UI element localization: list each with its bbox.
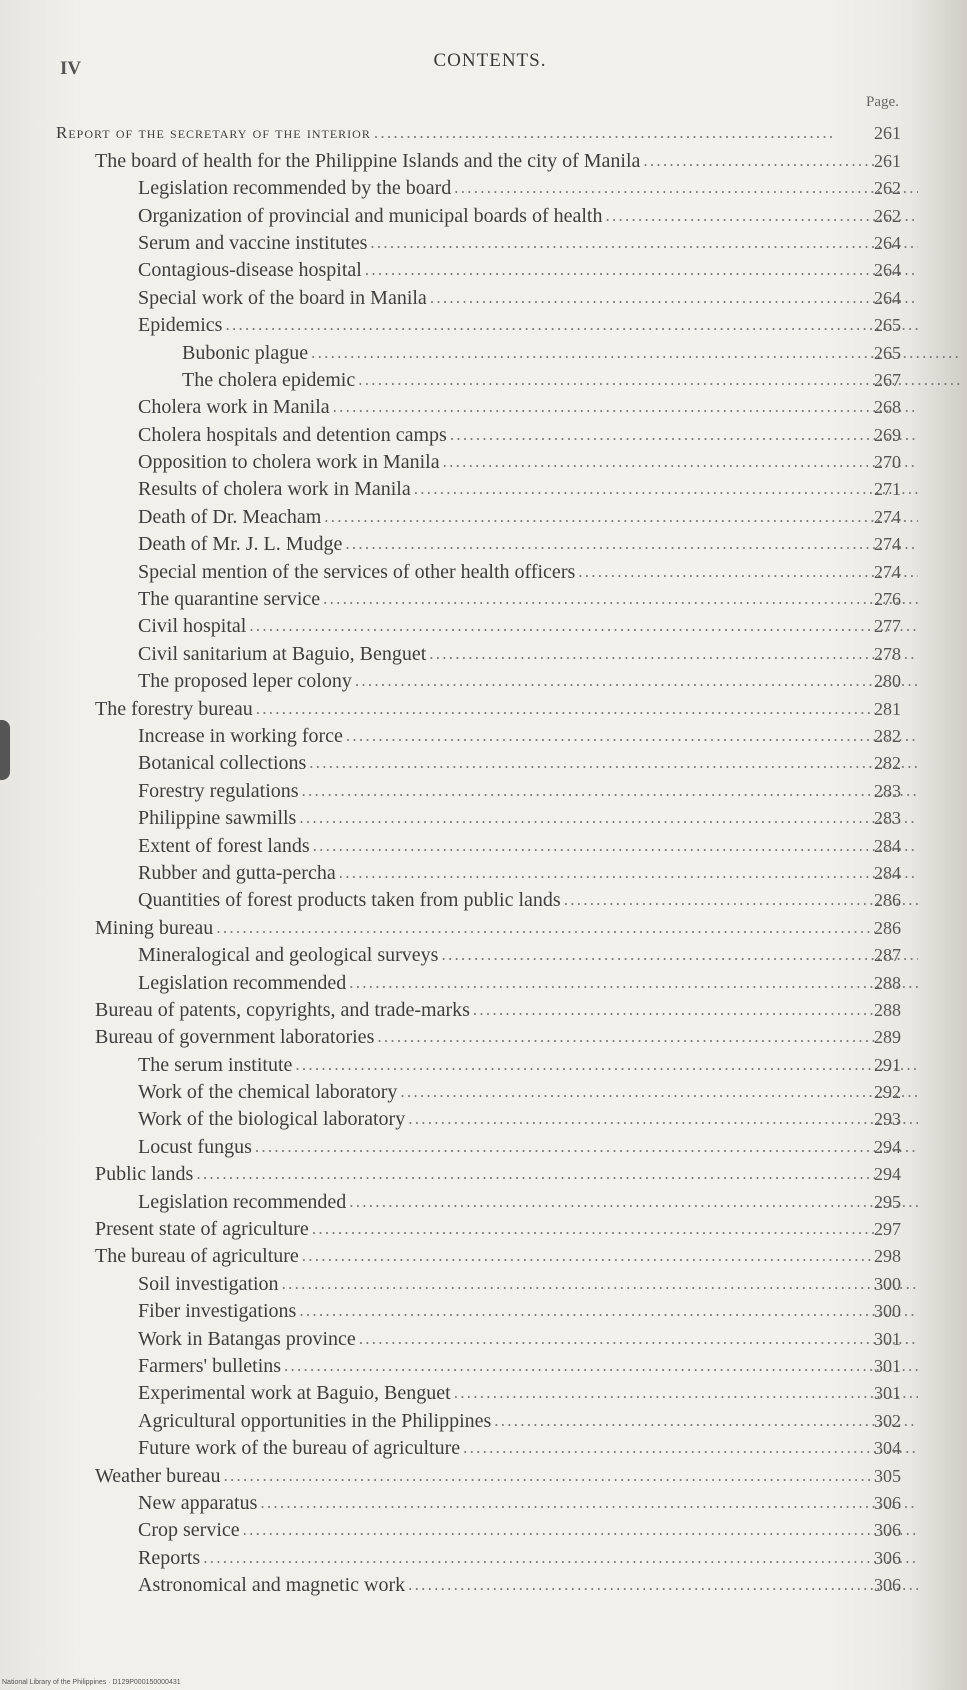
toc-entry	[0, 669, 918, 693]
toc-entry-title: The board of health for the Philippine Islands and the city of Manila	[95, 149, 641, 172]
toc-page-number: 264	[874, 287, 901, 308]
toc-page-number: 278	[874, 643, 901, 664]
toc-page-number: 286	[874, 917, 901, 938]
toc-entry-title: Bureau of patents, copyrights, and trade-marks	[95, 998, 470, 1021]
toc-row	[0, 940, 967, 967]
toc-entry-title: Death of Dr. Meacham	[138, 505, 322, 528]
toc-entry	[0, 751, 918, 775]
toc-entry	[0, 1162, 875, 1186]
toc-entry	[0, 779, 918, 803]
leader-dots	[284, 1354, 918, 1378]
toc-page-number: 295	[874, 1191, 901, 1212]
toc-entry-title: Special mention of the services of other health officers	[138, 560, 576, 583]
toc-row	[0, 228, 967, 255]
leader-dots	[365, 258, 918, 282]
toc-page-number: 267	[874, 369, 901, 390]
toc-row	[0, 1351, 967, 1378]
toc-row	[0, 721, 967, 748]
leader-dots	[494, 1409, 918, 1433]
toc-entry	[0, 916, 875, 940]
toc-entry	[0, 943, 918, 967]
toc-entry-title: Fiber investigations	[138, 1300, 297, 1323]
toc-entry	[0, 1518, 918, 1542]
leader-dots	[408, 1107, 918, 1131]
toc-page-number: 298	[874, 1246, 901, 1267]
leader-dots	[454, 176, 918, 200]
toc-entry	[0, 861, 918, 885]
toc-page-number: 276	[874, 589, 901, 610]
toc-entry	[0, 286, 918, 310]
toc-page-number: 283	[874, 780, 901, 801]
toc-entry	[0, 1409, 918, 1433]
toc-page-number: 268	[874, 397, 901, 418]
toc-entry-title: The forestry bureau	[95, 697, 253, 720]
toc-row	[0, 1488, 967, 1515]
leader-dots	[473, 998, 875, 1022]
table-of-contents	[0, 118, 967, 1597]
toc-entry	[0, 1135, 918, 1159]
toc-page-number: 289	[874, 1027, 901, 1048]
toc-page-number: 294	[874, 1136, 901, 1157]
toc-entry-title: Contagious-disease hospital	[138, 259, 362, 282]
toc-entry	[0, 614, 918, 638]
toc-entry	[0, 477, 918, 501]
toc-entry-title: The quarantine service	[138, 588, 321, 611]
leader-dots	[312, 1217, 875, 1241]
toc-page-number: 305	[874, 1465, 901, 1486]
leader-dots	[302, 779, 918, 803]
scan-footer: National Library of the Philippines · D129P000150000431	[2, 1679, 181, 1686]
leader-dots	[346, 724, 918, 748]
toc-page-number: 300	[874, 1301, 901, 1322]
toc-entry-title: The bureau of agriculture	[95, 1245, 299, 1268]
toc-entry-title: Work of the chemical laboratory	[138, 1081, 398, 1104]
toc-page-number: 301	[874, 1355, 901, 1376]
toc-page-number: 306	[874, 1547, 901, 1568]
toc-entry	[0, 587, 918, 611]
leader-dots	[643, 149, 875, 173]
toc-page-number: 302	[874, 1410, 901, 1431]
toc-page-number: 262	[874, 178, 901, 199]
toc-page-number: 262	[874, 205, 901, 226]
leader-dots	[282, 1272, 918, 1296]
toc-entry	[0, 313, 918, 337]
toc-entry	[0, 1272, 918, 1296]
toc-page-number: 288	[874, 972, 901, 993]
leader-dots	[299, 806, 918, 830]
toc-page-number: 282	[874, 753, 901, 774]
toc-entry	[0, 1546, 918, 1570]
toc-page-number: 306	[874, 1520, 901, 1541]
toc-row	[0, 255, 967, 282]
toc-entry	[0, 1464, 875, 1488]
toc-row	[0, 1296, 967, 1323]
toc-page-number: 283	[874, 808, 901, 829]
toc-page-number: 264	[874, 232, 901, 253]
toc-entry	[0, 121, 836, 145]
binding-mark	[0, 720, 10, 780]
toc-row	[0, 584, 967, 611]
toc-entry	[0, 1299, 918, 1323]
toc-row	[0, 693, 967, 720]
toc-row	[0, 912, 967, 939]
toc-entry-title: Farmers' bulletins	[138, 1354, 282, 1377]
toc-page-number: 282	[874, 725, 901, 746]
toc-row	[0, 1268, 967, 1295]
toc-page-number: 306	[874, 1575, 901, 1596]
leader-dots	[243, 1518, 918, 1542]
leader-dots	[578, 560, 918, 584]
leader-dots	[358, 368, 962, 392]
toc-page-number: 265	[874, 342, 901, 363]
leader-dots	[309, 751, 918, 775]
toc-entry-title: The cholera epidemic	[182, 368, 356, 391]
toc-entry	[0, 1491, 918, 1515]
toc-entry	[0, 1381, 918, 1405]
toc-page-number: 301	[874, 1383, 901, 1404]
leader-dots	[349, 1190, 918, 1214]
toc-entry	[0, 1436, 918, 1460]
leader-dots	[313, 834, 918, 858]
toc-row	[0, 365, 967, 392]
toc-entry	[0, 888, 918, 912]
toc-entry-title: Crop service	[138, 1519, 240, 1542]
toc-page-number: 284	[874, 835, 901, 856]
toc-page-number: 287	[874, 945, 901, 966]
toc-entry-title: Present state of agriculture	[95, 1218, 309, 1241]
toc-entry-title: Forestry regulations	[138, 779, 299, 802]
toc-page-number: 293	[874, 1109, 901, 1130]
leader-dots	[224, 1464, 875, 1488]
leader-dots	[355, 669, 918, 693]
toc-entry	[0, 341, 962, 365]
leader-dots	[606, 204, 919, 228]
toc-entry-title: The serum institute	[138, 1053, 293, 1076]
toc-row	[0, 1405, 967, 1432]
toc-entry	[0, 1053, 918, 1077]
leader-dots	[339, 861, 918, 885]
toc-entry-title: Increase in working force	[138, 724, 343, 747]
leader-dots	[333, 395, 918, 419]
toc-row	[0, 447, 967, 474]
leader-dots	[324, 505, 918, 529]
toc-row	[0, 1131, 967, 1158]
page-title: CONTENTS.	[433, 50, 547, 71]
toc-entry-title: Weather bureau	[95, 1464, 221, 1487]
toc-entry	[0, 998, 875, 1022]
toc-page-number: 301	[874, 1328, 901, 1349]
toc-row	[0, 666, 967, 693]
leader-dots	[408, 1573, 918, 1597]
toc-row	[0, 803, 967, 830]
toc-page-number: 271	[874, 479, 901, 500]
toc-row	[0, 1378, 967, 1405]
toc-row	[0, 1214, 967, 1241]
leader-dots	[349, 971, 918, 995]
toc-entry	[0, 1107, 918, 1131]
toc-page-number: 265	[874, 315, 901, 336]
toc-entry-title: Epidemics	[138, 314, 223, 337]
toc-page-number: 274	[874, 534, 901, 555]
toc-entry	[0, 1025, 875, 1049]
toc-entry	[0, 258, 918, 282]
toc-row	[0, 501, 967, 528]
toc-entry	[0, 368, 962, 392]
toc-entry-title: Future work of the bureau of agriculture	[138, 1437, 461, 1460]
toc-entry	[0, 231, 918, 255]
leader-dots	[400, 1080, 918, 1104]
toc-entry-title: Cholera work in Manila	[138, 396, 330, 419]
toc-page-number: 304	[874, 1438, 901, 1459]
toc-entry-title: Botanical collections	[138, 752, 307, 775]
toc-entry-title: Soil investigation	[138, 1272, 279, 1295]
toc-entry-title: Civil hospital	[138, 615, 247, 638]
toc-entry	[0, 724, 918, 748]
toc-entry-title: Locust fungus	[138, 1135, 252, 1158]
toc-row	[0, 1104, 967, 1131]
toc-page-number: 274	[874, 561, 901, 582]
toc-row	[0, 1077, 967, 1104]
toc-entry	[0, 450, 918, 474]
toc-entry	[0, 697, 875, 721]
leader-dots	[196, 1162, 875, 1186]
toc-entry-title: Report of the secretary of the interior	[56, 123, 371, 143]
toc-entry	[0, 1190, 918, 1214]
leader-dots	[203, 1546, 918, 1570]
toc-entry-title: Experimental work at Baguio, Benguet	[138, 1382, 451, 1405]
leader-dots	[564, 888, 918, 912]
toc-entry-title: Special work of the board in Manila	[138, 286, 427, 309]
toc-row	[0, 967, 967, 994]
toc-row	[0, 1186, 967, 1213]
toc-entry	[0, 642, 918, 666]
toc-page-number: 292	[874, 1082, 901, 1103]
toc-entry-title: Agricultural opportunities in the Philippines	[138, 1409, 492, 1432]
toc-row	[0, 392, 967, 419]
toc-page-number: 294	[874, 1164, 901, 1185]
toc-entry	[0, 1573, 918, 1597]
toc-page-number: 261	[874, 123, 901, 144]
toc-entry	[0, 532, 918, 556]
toc-entry-title: Cholera hospitals and detention camps	[138, 423, 447, 446]
toc-entry	[0, 505, 918, 529]
toc-entry	[0, 1354, 918, 1378]
toc-entry-title: Mineralogical and geological surveys	[138, 944, 439, 967]
leader-dots	[463, 1436, 918, 1460]
leader-dots	[216, 916, 875, 940]
toc-row	[0, 200, 967, 227]
toc-entry-title: Bureau of government laboratories	[95, 1026, 375, 1049]
toc-page-number: 270	[874, 452, 901, 473]
toc-entry-title: Legislation recommended	[138, 971, 347, 994]
leader-dots	[430, 286, 918, 310]
toc-row	[0, 1022, 967, 1049]
toc-page-number: 264	[874, 260, 901, 281]
leader-dots	[302, 1244, 875, 1268]
toc-entry-title: Rubber and gutta-percha	[138, 861, 336, 884]
toc-page-number: 274	[874, 506, 901, 527]
toc-entry-title: Serum and vaccine institutes	[138, 231, 368, 254]
toc-entry-title: Bubonic plague	[182, 341, 309, 364]
toc-row	[0, 1515, 967, 1542]
leader-dots	[359, 1327, 918, 1351]
leader-dots	[370, 231, 918, 255]
toc-entry-title: Extent of forest lands	[138, 834, 310, 857]
toc-entry	[0, 971, 918, 995]
toc-page-number: 281	[874, 698, 901, 719]
leader-dots	[454, 1381, 918, 1405]
toc-page-number: 288	[874, 999, 901, 1020]
toc-row	[0, 885, 967, 912]
leader-dots	[450, 423, 918, 447]
leader-dots	[225, 313, 918, 337]
toc-row	[0, 1542, 967, 1569]
toc-page-number: 280	[874, 671, 901, 692]
toc-page-number: 286	[874, 890, 901, 911]
leader-dots	[374, 121, 836, 145]
toc-page-number: 261	[874, 150, 901, 171]
toc-row	[0, 282, 967, 309]
toc-row	[0, 995, 967, 1022]
leader-dots	[311, 341, 962, 365]
toc-row	[0, 1570, 967, 1597]
leader-dots	[377, 1025, 875, 1049]
toc-row	[0, 529, 967, 556]
page-column-label: Page.	[866, 94, 899, 110]
leader-dots	[260, 1491, 918, 1515]
toc-entry-title: Results of cholera work in Manila	[138, 478, 411, 501]
toc-entry-title: The proposed leper colony	[138, 670, 352, 693]
leader-dots	[256, 697, 875, 721]
toc-row	[0, 118, 967, 145]
toc-entry	[0, 1244, 875, 1268]
toc-row	[0, 1241, 967, 1268]
leader-dots	[414, 477, 918, 501]
toc-entry	[0, 834, 918, 858]
toc-entry-title: Legislation recommended by the board	[138, 177, 452, 200]
toc-entry-title: Philippine sawmills	[138, 807, 297, 830]
page-number-roman: IV	[60, 58, 82, 79]
toc-row	[0, 775, 967, 802]
toc-row	[0, 1323, 967, 1350]
toc-row	[0, 419, 967, 446]
toc-row	[0, 858, 967, 885]
toc-page-number: 300	[874, 1273, 901, 1294]
toc-row	[0, 337, 967, 364]
leader-dots	[345, 532, 918, 556]
leader-dots	[429, 642, 918, 666]
toc-row	[0, 638, 967, 665]
toc-entry-title: Organization of provincial and municipal boards of health	[138, 204, 603, 227]
toc-page-number: 284	[874, 862, 901, 883]
toc-entry-title: Work in Batangas province	[138, 1327, 356, 1350]
toc-row	[0, 173, 967, 200]
leader-dots	[441, 943, 918, 967]
leader-dots	[249, 614, 918, 638]
toc-entry	[0, 395, 918, 419]
toc-row	[0, 611, 967, 638]
toc-entry	[0, 1327, 918, 1351]
toc-entry	[0, 423, 918, 447]
toc-entry	[0, 176, 918, 200]
toc-entry-title: Opposition to cholera work in Manila	[138, 451, 440, 474]
toc-entry-title: Work of the biological laboratory	[138, 1108, 406, 1131]
toc-entry-title: Death of Mr. J. L. Mudge	[138, 533, 343, 556]
toc-row	[0, 556, 967, 583]
toc-page-number: 269	[874, 424, 901, 445]
toc-row	[0, 474, 967, 501]
toc-entry	[0, 1080, 918, 1104]
toc-row	[0, 748, 967, 775]
toc-entry	[0, 560, 918, 584]
toc-row	[0, 1159, 967, 1186]
toc-row	[0, 1433, 967, 1460]
toc-row	[0, 145, 967, 172]
leader-dots	[443, 450, 918, 474]
toc-entry	[0, 149, 875, 173]
toc-entry-title: Quantities of forest products taken from public lands	[138, 889, 561, 912]
toc-entry-title: Astronomical and magnetic work	[138, 1574, 406, 1597]
toc-page-number: 297	[874, 1219, 901, 1240]
toc-row	[0, 1460, 967, 1487]
toc-page-number: 291	[874, 1054, 901, 1075]
leader-dots	[255, 1135, 918, 1159]
leader-dots	[295, 1053, 918, 1077]
toc-page-number: 306	[874, 1492, 901, 1513]
toc-entry	[0, 204, 918, 228]
toc-row	[0, 1049, 967, 1076]
toc-entry	[0, 1217, 875, 1241]
toc-row	[0, 310, 967, 337]
toc-entry-title: Public lands	[95, 1163, 194, 1186]
toc-entry	[0, 806, 918, 830]
leader-dots	[323, 587, 918, 611]
toc-entry-title: Reports	[138, 1546, 201, 1569]
page-header	[60, 50, 920, 80]
toc-entry-title: Civil sanitarium at Baguio, Benguet	[138, 642, 427, 665]
toc-page-number: 277	[874, 616, 901, 637]
toc-entry-title: New apparatus	[138, 1491, 258, 1514]
toc-entry-title: Mining bureau	[95, 916, 214, 939]
toc-entry-title: Legislation recommended	[138, 1190, 347, 1213]
leader-dots	[299, 1299, 918, 1323]
toc-row	[0, 830, 967, 857]
